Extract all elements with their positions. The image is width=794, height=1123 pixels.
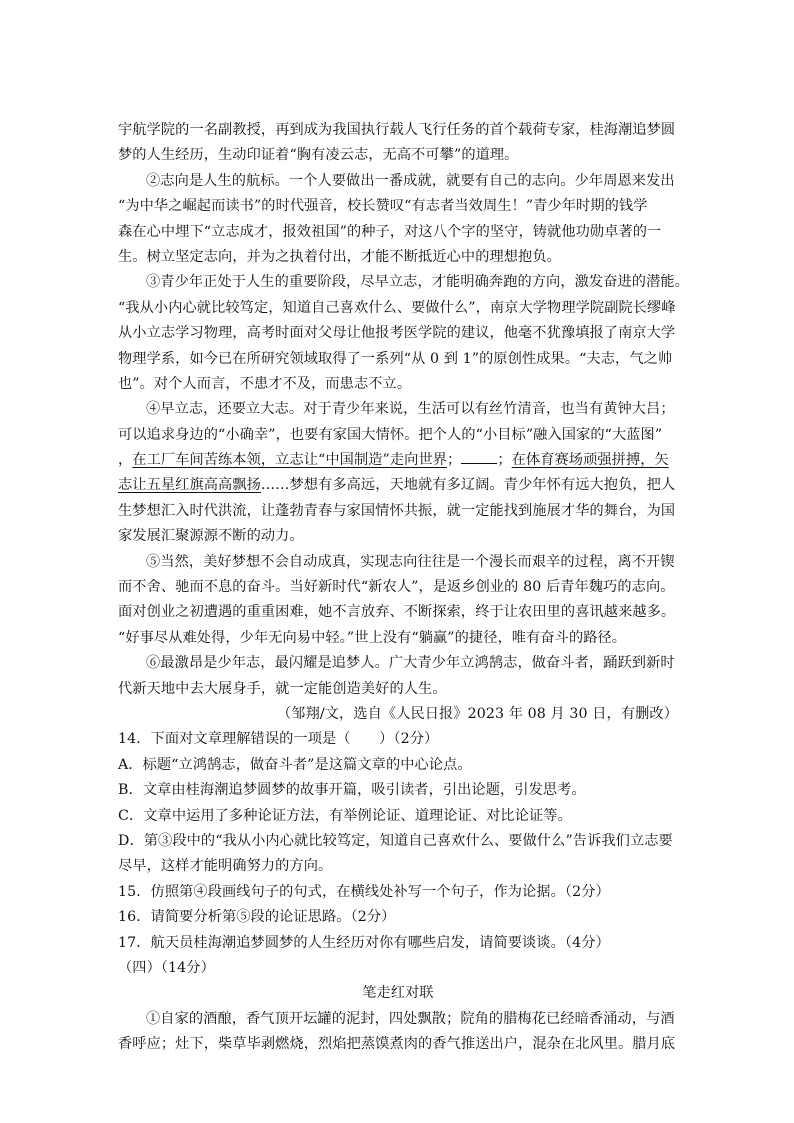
underlined-sentence: 志让五星红旗高高飘扬 bbox=[118, 477, 261, 494]
text-line: 梦的人生经历，生动印证着“胸有凌云志，无高不可攀”的道理。 bbox=[118, 147, 519, 164]
text-line: 面对创业之初遭遇的重重困难，她不言放弃、不断探索，终于让农田里的喜讯越来越多。 bbox=[118, 604, 676, 621]
option-b: B．文章由桂海潮追梦圆梦的故事开篇，吸引读者，引出论题，引发思考。 bbox=[118, 782, 586, 799]
section-heading: （四）（14分） bbox=[118, 959, 215, 976]
text-line: 宇航学院的一名副教授，再到成为我国执行载人飞行任务的首个载荷专家，桂海潮追梦圆 bbox=[118, 122, 676, 138]
text-line: 而不舍、驰而不息的奋斗。当好新时代“新农人”，是返乡创业的 80 后青年魏巧的志向。 bbox=[118, 579, 675, 596]
text-fragment: ； bbox=[497, 452, 512, 469]
text-fragment: ， bbox=[118, 452, 133, 469]
text-fragment: ； bbox=[447, 452, 462, 469]
text-line: 物理学系，如今已在所研究领域取得了一系列“从 0 到 1”的原创性成果。“夫志，气之帅 bbox=[118, 350, 673, 367]
text-line: 可以追求身边的“小确幸”，也要有家国大情怀。把个人的“小目标”融入国家的“大蓝图” bbox=[118, 426, 663, 443]
underlined-line bbox=[118, 448, 678, 473]
underlined-line bbox=[118, 473, 678, 498]
passage-title: 笔走红对联 bbox=[362, 985, 434, 1002]
text-line: 从小立志学习物理，高考时面对父母让他报考医学院的建议，他毫不犹豫填报了南京大学 bbox=[118, 325, 676, 342]
question-14: 14．下面对文章理解错误的一项是（ ）（2分） bbox=[118, 731, 439, 748]
underlined-sentence: 在体育赛场顽强拼搏，矢 bbox=[511, 452, 669, 469]
passage-line: ①自家的酒酿，香气顶开坛罐的泥封，四处飘散；院角的腊梅花已经暗香涌动，与酒 bbox=[146, 1010, 675, 1027]
text-line: “我从小内心就比较笃定，知道自己喜欢什么、要做什么”，南京大学物理学院副院长缪峰 bbox=[118, 299, 676, 316]
paragraph-2-line: ②志向是人生的航标。一个人要做出一番成就，就要有自己的志向。少年周恩来发出 bbox=[146, 172, 675, 189]
question-16: 16．请简要分析第⑤段的论证思路。（2分） bbox=[118, 909, 396, 926]
option-c: C．文章中运用了多种论证方法，有举例论证、道理论证、对比论证等。 bbox=[118, 807, 572, 824]
option-d: D．第③段中的“我从小内心就比较笃定，知道自己喜欢什么、要做什么”告诉我们立志要 bbox=[118, 832, 673, 849]
fill-in-blank[interactable] bbox=[461, 449, 497, 464]
article-source: （邹翔/文，选自《人民日报》2023 年 08 月 30 日，有删改） bbox=[277, 705, 678, 722]
text-line: “好事尽从难处得，少年无向易中轻。”世上没有“躺赢”的捷径，唯有奋斗的路径。 bbox=[118, 629, 627, 646]
text-fragment: ……梦想有多高远，天地就有多辽阔。青少年怀有远大抱负，把人 bbox=[260, 477, 676, 494]
option-d-continued: 尽早，这样才能明确努力的方向。 bbox=[118, 858, 333, 875]
question-17: 17．航天员桂海潮追梦圆梦的人生经历对你有哪些启发，请简要谈谈。（4分） bbox=[118, 934, 610, 951]
text-line: “为中华之崛起而读书”的时代强音，校长赞叹“有志者当效周生！”青少年时期的钱学 bbox=[118, 198, 648, 215]
option-a: A．标题“立鸿鹄志，做奋斗者”是这篇文章的中心论点。 bbox=[118, 756, 472, 773]
text-line: 生梦想汇入时代洪流，让蓬勃青春与家国情怀共振，就一定能找到施展才华的舞台，为国 bbox=[118, 502, 676, 519]
paragraph-6-line: ⑥最激昂是少年志，最闪耀是追梦人。广大青少年立鸿鹄志，做奋斗者，踊跃到新时 bbox=[146, 655, 675, 672]
text-line: 也”。对个人而言，不患才不及，而患志不立。 bbox=[118, 375, 412, 392]
paragraph-3-line: ③青少年正处于人生的重要阶段，尽早立志，才能明确奔跑的方向，激发奋进的潜能。 bbox=[146, 274, 689, 291]
question-15: 15．仿照第④段画线句子的句式，在横线处补写一个句子，作为论据。（2分） bbox=[118, 883, 610, 900]
document-page bbox=[118, 118, 689, 1057]
paragraph-5-line: ⑤当然，美好梦想不会自动成真，实现志向往往是一个漫长而艰辛的过程，离不开锲 bbox=[146, 553, 675, 570]
text-line: 家发展汇聚源源不断的动力。 bbox=[118, 528, 304, 545]
underlined-sentence: 在工厂车间苦练本领，立志让“中国制造”走向世界 bbox=[132, 452, 448, 469]
text-line: 森在心中埋下“立志成才，报效祖国”的种子，对这八个字的坚守，铸就他功勋卓著的一 bbox=[118, 223, 662, 240]
paragraph-4-line: ④早立志，还要立大志。对于青少年来说，生活可以有丝竹清音，也当有黄钟大吕； bbox=[146, 401, 675, 418]
text-line: 生。树立坚定志向，并为之执着付出，才能不断抵近心中的理想抱负。 bbox=[118, 248, 561, 265]
passage-line: 香呼应；灶下，柴草毕剥燃烧，烈焰把蒸馍煮肉的香气推送出户，混杂在北风里。腊月底 bbox=[118, 1036, 676, 1053]
text-line: 代新天地中去大展身手，就一定能创造美好的人生。 bbox=[118, 680, 447, 697]
